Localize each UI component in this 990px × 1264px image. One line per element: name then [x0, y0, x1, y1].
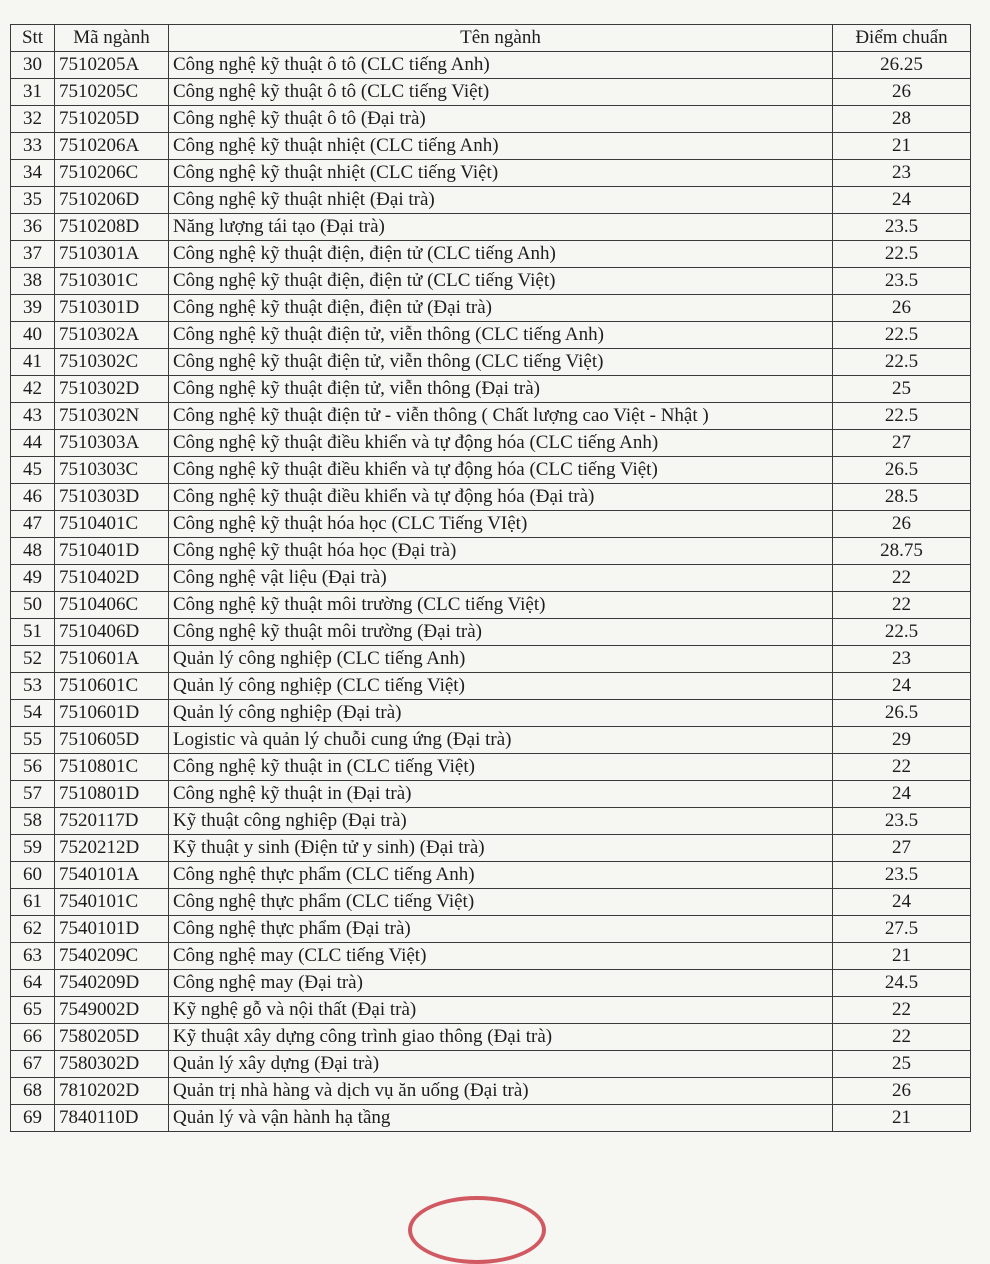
cell-score: 26.5 — [833, 700, 971, 727]
cell-name: Kỹ thuật y sinh (Điện tử y sinh) (Đại trà) — [169, 835, 833, 862]
cell-code: 7510206D — [55, 187, 169, 214]
cell-score: 23.5 — [833, 214, 971, 241]
cell-name: Quản lý công nghiệp (Đại trà) — [169, 700, 833, 727]
header-name: Tên ngành — [169, 25, 833, 52]
cell-stt: 50 — [11, 592, 55, 619]
cell-stt: 51 — [11, 619, 55, 646]
cell-code: 7510303C — [55, 457, 169, 484]
table-row — [11, 997, 971, 1024]
cell-name: Công nghệ kỹ thuật nhiệt (CLC tiếng Anh) — [169, 133, 833, 160]
table-row — [11, 700, 971, 727]
cell-code: 7549002D — [55, 997, 169, 1024]
cell-name: Công nghệ may (CLC tiếng Việt) — [169, 943, 833, 970]
cell-score: 25 — [833, 1051, 971, 1078]
cell-name: Kỹ thuật xây dựng công trình giao thông (Đại trà) — [169, 1024, 833, 1051]
cell-code: 7540101A — [55, 862, 169, 889]
cell-code: 7510303D — [55, 484, 169, 511]
table-row — [11, 1024, 971, 1051]
cell-name: Công nghệ kỹ thuật điện tử, viễn thông (CLC tiếng Anh) — [169, 322, 833, 349]
table-row — [11, 1078, 971, 1105]
cell-stt: 45 — [11, 457, 55, 484]
cell-code: 7510301A — [55, 241, 169, 268]
cell-code: 7510401C — [55, 511, 169, 538]
cell-score: 22 — [833, 592, 971, 619]
table-row — [11, 916, 971, 943]
table-row — [11, 79, 971, 106]
cell-score: 24 — [833, 889, 971, 916]
header-stt: Stt — [11, 25, 55, 52]
cell-code: 7510302C — [55, 349, 169, 376]
cell-name: Kỹ nghệ gỗ và nội thất (Đại trà) — [169, 997, 833, 1024]
cell-score: 21 — [833, 1105, 971, 1132]
table-row — [11, 106, 971, 133]
cell-stt: 67 — [11, 1051, 55, 1078]
table-row — [11, 160, 971, 187]
cell-score: 27 — [833, 835, 971, 862]
cell-stt: 43 — [11, 403, 55, 430]
cell-score: 22 — [833, 565, 971, 592]
cell-score: 26.25 — [833, 52, 971, 79]
cell-score: 26 — [833, 295, 971, 322]
cell-stt: 49 — [11, 565, 55, 592]
cell-name: Công nghệ kỹ thuật ô tô (CLC tiếng Anh) — [169, 52, 833, 79]
cell-score: 22 — [833, 997, 971, 1024]
cell-code: 7510601D — [55, 700, 169, 727]
cell-stt: 66 — [11, 1024, 55, 1051]
cell-name: Công nghệ kỹ thuật điện tử - viễn thông ( Chất lượng cao Việt - Nhật ) — [169, 403, 833, 430]
cell-code: 7510301D — [55, 295, 169, 322]
cell-name: Công nghệ kỹ thuật nhiệt (CLC tiếng Việt) — [169, 160, 833, 187]
cell-score: 21 — [833, 943, 971, 970]
cell-score: 23 — [833, 160, 971, 187]
cell-code: 7510205A — [55, 52, 169, 79]
cell-score: 23.5 — [833, 808, 971, 835]
cell-stt: 36 — [11, 214, 55, 241]
cell-name: Công nghệ kỹ thuật điện tử, viễn thông (CLC tiếng Việt) — [169, 349, 833, 376]
cell-code: 7510801C — [55, 754, 169, 781]
cell-code: 7510303A — [55, 430, 169, 457]
cell-code: 7840110D — [55, 1105, 169, 1132]
cell-code: 7510206C — [55, 160, 169, 187]
cell-score: 23.5 — [833, 862, 971, 889]
cell-name: Quản lý và vận hành hạ tầng — [169, 1105, 833, 1132]
table-row — [11, 295, 971, 322]
cell-stt: 46 — [11, 484, 55, 511]
cell-code: 7540101D — [55, 916, 169, 943]
cell-code: 7540209D — [55, 970, 169, 997]
cell-name: Công nghệ thực phẩm (Đại trà) — [169, 916, 833, 943]
cell-score: 26 — [833, 511, 971, 538]
table-row — [11, 889, 971, 916]
table-row — [11, 538, 971, 565]
cell-name: Quản lý công nghiệp (CLC tiếng Anh) — [169, 646, 833, 673]
cell-stt: 62 — [11, 916, 55, 943]
cell-stt: 47 — [11, 511, 55, 538]
cell-name: Kỹ thuật công nghiệp (Đại trà) — [169, 808, 833, 835]
table-row — [11, 403, 971, 430]
cell-name: Quản trị nhà hàng và dịch vụ ăn uống (Đại trà) — [169, 1078, 833, 1105]
cell-name: Công nghệ kỹ thuật điện, điện tử (Đại trà) — [169, 295, 833, 322]
cell-score: 22 — [833, 754, 971, 781]
table-row — [11, 1105, 971, 1132]
cell-stt: 48 — [11, 538, 55, 565]
table-header-row — [11, 25, 971, 52]
cell-stt: 63 — [11, 943, 55, 970]
cell-stt: 34 — [11, 160, 55, 187]
cell-code: 7510406C — [55, 592, 169, 619]
cell-name: Năng lượng tái tạo (Đại trà) — [169, 214, 833, 241]
table-row — [11, 781, 971, 808]
cell-code: 7510301C — [55, 268, 169, 295]
cell-stt: 39 — [11, 295, 55, 322]
cell-stt: 64 — [11, 970, 55, 997]
cell-code: 7810202D — [55, 1078, 169, 1105]
cell-name: Công nghệ vật liệu (Đại trà) — [169, 565, 833, 592]
table-row — [11, 322, 971, 349]
cell-stt: 56 — [11, 754, 55, 781]
cell-name: Quản lý xây dựng (Đại trà) — [169, 1051, 833, 1078]
table-row — [11, 646, 971, 673]
cell-stt: 58 — [11, 808, 55, 835]
table-row — [11, 970, 971, 997]
cell-stt: 55 — [11, 727, 55, 754]
cell-name: Công nghệ kỹ thuật in (CLC tiếng Việt) — [169, 754, 833, 781]
cell-score: 22.5 — [833, 349, 971, 376]
cell-name: Công nghệ may (Đại trà) — [169, 970, 833, 997]
table-row — [11, 214, 971, 241]
cell-name: Công nghệ kỹ thuật điện tử, viễn thông (Đại trà) — [169, 376, 833, 403]
cell-stt: 60 — [11, 862, 55, 889]
cell-stt: 69 — [11, 1105, 55, 1132]
header-code: Mã ngành — [55, 25, 169, 52]
cell-score: 22.5 — [833, 403, 971, 430]
cell-code: 7510205D — [55, 106, 169, 133]
table-row — [11, 727, 971, 754]
table-row — [11, 754, 971, 781]
cell-score: 25 — [833, 376, 971, 403]
cell-score: 22.5 — [833, 619, 971, 646]
cell-code: 7510601A — [55, 646, 169, 673]
table-row — [11, 619, 971, 646]
cell-code: 7510801D — [55, 781, 169, 808]
cell-code: 7540209C — [55, 943, 169, 970]
table-row — [11, 835, 971, 862]
cell-stt: 44 — [11, 430, 55, 457]
table-row — [11, 52, 971, 79]
table-row — [11, 511, 971, 538]
table-row — [11, 457, 971, 484]
cell-code: 7540101C — [55, 889, 169, 916]
cell-score: 22.5 — [833, 322, 971, 349]
cell-score: 28.5 — [833, 484, 971, 511]
table-row — [11, 133, 971, 160]
cell-stt: 30 — [11, 52, 55, 79]
table-row — [11, 565, 971, 592]
cell-code: 7580205D — [55, 1024, 169, 1051]
cell-stt: 42 — [11, 376, 55, 403]
cell-code: 7520117D — [55, 808, 169, 835]
cell-score: 24 — [833, 187, 971, 214]
cell-code: 7580302D — [55, 1051, 169, 1078]
cell-score: 23.5 — [833, 268, 971, 295]
cell-name: Công nghệ kỹ thuật ô tô (CLC tiếng Việt) — [169, 79, 833, 106]
cell-stt: 65 — [11, 997, 55, 1024]
table-body — [11, 52, 971, 1132]
cell-name: Công nghệ kỹ thuật điều khiển và tự động hóa (Đại trà) — [169, 484, 833, 511]
cell-score: 26 — [833, 1078, 971, 1105]
cell-name: Công nghệ kỹ thuật in (Đại trà) — [169, 781, 833, 808]
cell-name: Logistic và quản lý chuỗi cung ứng (Đại trà) — [169, 727, 833, 754]
table-row — [11, 592, 971, 619]
cell-score: 29 — [833, 727, 971, 754]
cell-stt: 38 — [11, 268, 55, 295]
table-row — [11, 430, 971, 457]
cell-score: 21 — [833, 133, 971, 160]
cell-name: Công nghệ thực phẩm (CLC tiếng Anh) — [169, 862, 833, 889]
cell-score: 26.5 — [833, 457, 971, 484]
cell-code: 7510208D — [55, 214, 169, 241]
cell-stt: 37 — [11, 241, 55, 268]
header-score: Điểm chuẩn — [833, 25, 971, 52]
cell-name: Quản lý công nghiệp (CLC tiếng Việt) — [169, 673, 833, 700]
cell-score: 22 — [833, 1024, 971, 1051]
cell-code: 7510601C — [55, 673, 169, 700]
cell-stt: 32 — [11, 106, 55, 133]
cell-name: Công nghệ kỹ thuật hóa học (Đại trà) — [169, 538, 833, 565]
cell-stt: 40 — [11, 322, 55, 349]
cell-name: Công nghệ kỹ thuật điện, điện tử (CLC tiếng Anh) — [169, 241, 833, 268]
cell-score: 28.75 — [833, 538, 971, 565]
table-row — [11, 943, 971, 970]
cell-stt: 59 — [11, 835, 55, 862]
table-row — [11, 349, 971, 376]
cell-score: 24 — [833, 673, 971, 700]
table-row — [11, 1051, 971, 1078]
cell-stt: 35 — [11, 187, 55, 214]
cell-name: Công nghệ thực phẩm (CLC tiếng Việt) — [169, 889, 833, 916]
cell-code: 7510605D — [55, 727, 169, 754]
cell-code: 7510302D — [55, 376, 169, 403]
cell-name: Công nghệ kỹ thuật môi trường (CLC tiếng Việt) — [169, 592, 833, 619]
cell-stt: 52 — [11, 646, 55, 673]
cell-stt: 53 — [11, 673, 55, 700]
document-page — [10, 24, 971, 1132]
cell-stt: 68 — [11, 1078, 55, 1105]
cell-score: 24.5 — [833, 970, 971, 997]
table-row — [11, 268, 971, 295]
table-row — [11, 484, 971, 511]
official-stamp — [408, 1196, 546, 1264]
cell-stt: 61 — [11, 889, 55, 916]
cell-score: 28 — [833, 106, 971, 133]
cell-code: 7510402D — [55, 565, 169, 592]
cell-name: Công nghệ kỹ thuật môi trường (Đại trà) — [169, 619, 833, 646]
table-row — [11, 673, 971, 700]
cell-score: 27 — [833, 430, 971, 457]
cell-stt: 31 — [11, 79, 55, 106]
cell-name: Công nghệ kỹ thuật điện, điện tử (CLC tiếng Việt) — [169, 268, 833, 295]
table-row — [11, 187, 971, 214]
cell-stt: 41 — [11, 349, 55, 376]
cell-stt: 57 — [11, 781, 55, 808]
cell-code: 7510206A — [55, 133, 169, 160]
cell-code: 7510302N — [55, 403, 169, 430]
cell-name: Công nghệ kỹ thuật nhiệt (Đại trà) — [169, 187, 833, 214]
cell-name: Công nghệ kỹ thuật ô tô (Đại trà) — [169, 106, 833, 133]
table-row — [11, 862, 971, 889]
cell-name: Công nghệ kỹ thuật điều khiển và tự động hóa (CLC tiếng Anh) — [169, 430, 833, 457]
cell-name: Công nghệ kỹ thuật điều khiển và tự động hóa (CLC tiếng Việt) — [169, 457, 833, 484]
cell-code: 7510302A — [55, 322, 169, 349]
admission-score-table — [10, 24, 971, 1132]
cell-stt: 54 — [11, 700, 55, 727]
cell-score: 27.5 — [833, 916, 971, 943]
cell-score: 26 — [833, 79, 971, 106]
cell-score: 24 — [833, 781, 971, 808]
table-row — [11, 376, 971, 403]
cell-name: Công nghệ kỹ thuật hóa học (CLC Tiếng VIệt) — [169, 511, 833, 538]
table-row — [11, 241, 971, 268]
cell-code: 7510205C — [55, 79, 169, 106]
cell-code: 7520212D — [55, 835, 169, 862]
table-row — [11, 808, 971, 835]
cell-score: 23 — [833, 646, 971, 673]
cell-code: 7510401D — [55, 538, 169, 565]
cell-score: 22.5 — [833, 241, 971, 268]
cell-code: 7510406D — [55, 619, 169, 646]
cell-stt: 33 — [11, 133, 55, 160]
